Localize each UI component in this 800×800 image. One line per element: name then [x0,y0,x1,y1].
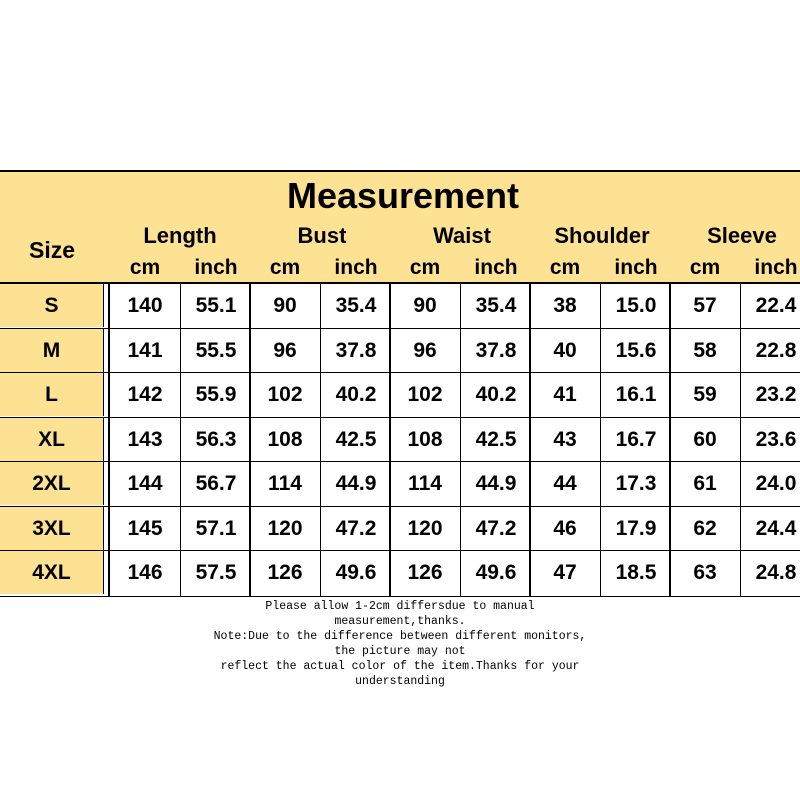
length-inch-cell: 56.7 [195,472,237,495]
sleeve-inch-cell: 23.6 [755,427,797,451]
table-row [0,551,800,596]
size-chart [0,170,800,686]
column-divider [180,284,181,596]
size-cell: XL [0,418,104,461]
group-header-shoulder: Shoulder [554,223,650,248]
sleeve-inch-cell: 24.0 [755,472,797,495]
group-header-sleeve: Sleeve [707,223,777,248]
size-cell: 2XL [0,462,104,505]
bust-inch-cell: 44.9 [335,472,377,495]
bust-cm-cell: 96 [273,338,297,362]
unit-header-bust-inch: inch [334,256,378,279]
sleeve-cm-cell: 57 [693,294,717,317]
shoulder-cm-cell: 44 [553,472,577,495]
unit-header-length-inch: inch [194,256,238,279]
size-cell: 3XL [0,507,104,550]
sleeve-cm-cell: 58 [693,338,717,362]
bust-inch-cell: 40.2 [335,383,377,406]
column-divider [460,284,461,596]
column-divider [600,284,601,596]
shoulder-cm-cell: 46 [553,516,577,540]
unit-header-sleeve-cm: cm [689,256,721,279]
table-row [0,373,800,418]
shoulder-inch-cell: 16.7 [615,427,657,451]
measurement-notes [0,596,800,686]
waist-cm-cell: 114 [408,472,442,495]
length-inch-cell: 57.1 [195,516,237,540]
bust-inch-cell: 49.6 [335,561,377,584]
column-divider [389,284,391,596]
sleeve-inch-cell: 24.8 [755,561,797,584]
shoulder-cm-cell: 43 [553,427,577,451]
note-line: reflect the actual color of the item.Thanks for your [220,660,580,673]
size-chart-header [0,172,800,284]
note-line: understanding [355,675,445,688]
table-row [0,462,800,507]
column-divider [669,284,671,596]
waist-inch-cell: 37.8 [475,338,517,362]
length-cm-cell: 146 [127,561,163,584]
size-cell: 4XL [0,551,104,594]
waist-inch-cell: 40.2 [475,383,517,406]
length-cm-cell: 144 [127,472,163,495]
note-line: Please allow 1-2cm differsdue to manual [265,600,535,613]
sleeve-inch-cell: 22.8 [755,338,797,362]
bust-cm-cell: 114 [268,472,302,495]
unit-header-sleeve-inch: inch [754,256,798,279]
shoulder-cm-cell: 38 [553,294,577,317]
waist-inch-cell: 44.9 [475,472,517,495]
group-header-waist: Waist [433,223,491,248]
length-inch-cell: 57.5 [195,561,237,584]
column-divider [740,284,741,596]
bust-cm-cell: 102 [267,383,303,406]
waist-cm-cell: 96 [413,338,437,362]
sleeve-cm-cell: 62 [693,516,717,540]
shoulder-inch-cell: 16.1 [615,383,657,406]
shoulder-inch-cell: 15.0 [615,294,657,317]
note-line: the picture may not [334,645,466,658]
waist-cm-cell: 126 [407,561,443,584]
bust-inch-cell: 35.4 [335,294,377,317]
shoulder-inch-cell: 17.3 [615,472,657,495]
waist-cm-cell: 90 [413,294,437,317]
size-cell: M [0,329,104,372]
unit-header-shoulder-inch: inch [614,256,658,279]
sleeve-inch-cell: 23.2 [755,383,797,406]
length-inch-cell: 55.9 [195,383,237,406]
sleeve-cm-cell: 60 [693,427,717,451]
column-divider [108,284,110,596]
bust-inch-cell: 42.5 [335,427,377,451]
sleeve-inch-cell: 22.4 [755,294,797,317]
length-cm-cell: 143 [127,427,163,451]
chart-title: Measurement [286,175,520,216]
length-cm-cell: 140 [127,294,163,317]
waist-inch-cell: 35.4 [475,294,517,317]
shoulder-cm-cell: 40 [553,338,577,362]
unit-header-waist-inch: inch [474,256,518,279]
table-row [0,284,800,329]
column-divider [249,284,251,596]
bust-cm-cell: 120 [267,516,303,540]
column-divider [529,284,531,596]
length-inch-cell: 55.5 [195,338,237,362]
note-line: Note:Due to the difference between different monitors, [213,630,587,643]
bust-cm-cell: 126 [267,561,303,584]
bust-cm-cell: 90 [273,294,297,317]
shoulder-inch-cell: 17.9 [615,516,657,540]
table-row [0,329,800,374]
length-cm-cell: 142 [127,383,163,406]
group-header-bust: Bust [297,223,347,248]
sleeve-inch-cell: 24.4 [755,516,797,540]
size-cell: S [0,284,104,327]
length-cm-cell: 141 [127,338,163,362]
shoulder-cm-cell: 41 [553,383,577,406]
bust-cm-cell: 108 [267,427,303,451]
group-header-length: Length [143,223,217,248]
table-row [0,507,800,552]
waist-inch-cell: 42.5 [475,427,517,451]
waist-cm-cell: 102 [407,383,443,406]
column-divider [320,284,321,596]
bust-inch-cell: 47.2 [335,516,377,540]
size-column-header: Size [28,237,76,263]
length-inch-cell: 55.1 [195,294,237,317]
sleeve-cm-cell: 63 [693,561,717,584]
waist-cm-cell: 108 [407,427,443,451]
bust-inch-cell: 37.8 [335,338,377,362]
note-line: measurement,thanks. [334,615,466,628]
shoulder-inch-cell: 15.6 [615,338,657,362]
sleeve-cm-cell: 59 [693,383,717,406]
waist-inch-cell: 49.6 [475,561,517,584]
unit-header-length-cm: cm [129,256,161,279]
unit-header-shoulder-cm: cm [549,256,581,279]
length-inch-cell: 56.3 [195,427,237,451]
shoulder-inch-cell: 18.5 [615,561,657,584]
size-rows [0,284,800,596]
size-cell: L [0,373,104,416]
shoulder-cm-cell: 47 [553,561,577,584]
length-cm-cell: 145 [127,516,163,540]
waist-inch-cell: 47.2 [475,516,517,540]
unit-header-bust-cm: cm [269,256,301,279]
unit-header-waist-cm: cm [409,256,441,279]
sleeve-cm-cell: 61 [693,472,717,495]
table-row [0,418,800,463]
waist-cm-cell: 120 [407,516,443,540]
